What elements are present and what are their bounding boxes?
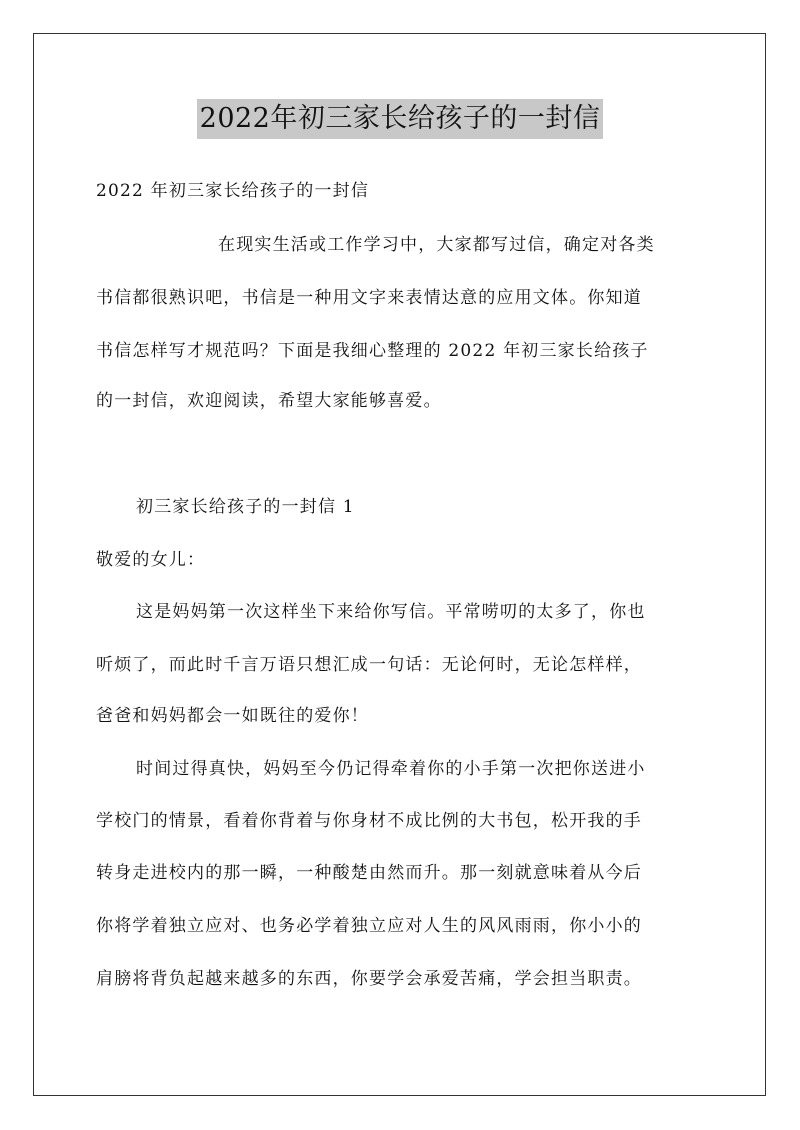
intro-line: 在现实生活或工作学习中，大家都写过信，确定对各类 — [218, 235, 655, 255]
body-line: 听烦了，而此时千言万语只想汇成一句话：无论何时，无论怎样样， — [96, 655, 642, 675]
salutation: 敬爱的女儿： — [96, 550, 206, 570]
body-line: 你将学着独立应对、也务必学着独立应对人生的风风雨雨，你小小的 — [96, 916, 642, 936]
body-line: 转身走进校内的那一瞬，一种酸楚由然而升。那一刻就意味着从今后 — [96, 863, 642, 883]
body-line: 这是妈妈第一次这样坐下来给你写信。平常唠叨的太多了，你也 — [136, 602, 646, 622]
section-heading: 初三家长给孩子的一封信 1 — [136, 497, 355, 517]
title-wrap — [0, 99, 800, 139]
intro-line: 书信都很熟识吧，书信是一种用文字来表情达意的应用文体。你知道 — [96, 288, 642, 308]
body-line: 爸爸和妈妈都会一如既往的爱你！ — [96, 706, 369, 726]
document-subtitle: 2022 年初三家长给孩子的一封信 — [96, 181, 370, 201]
document-title: 2022年初三家长给孩子的一封信 — [197, 99, 604, 139]
body-line: 肩膀将背负起越来越多的东西，你要学会承爱苦痛，学会担当职责。 — [96, 969, 642, 989]
body-line: 时间过得真快，妈妈至今仍记得牵着你的小手第一次把你送进小 — [136, 759, 646, 779]
intro-line: 书信怎样写才规范吗？下面是我细心整理的 2022 年初三家长给孩子 — [96, 341, 649, 361]
intro-line: 的一封信，欢迎阅读，希望大家能够喜爱。 — [96, 391, 442, 411]
body-line: 学校门的情景，看着你背着与你身材不成比例的大书包，松开我的手 — [96, 811, 642, 831]
